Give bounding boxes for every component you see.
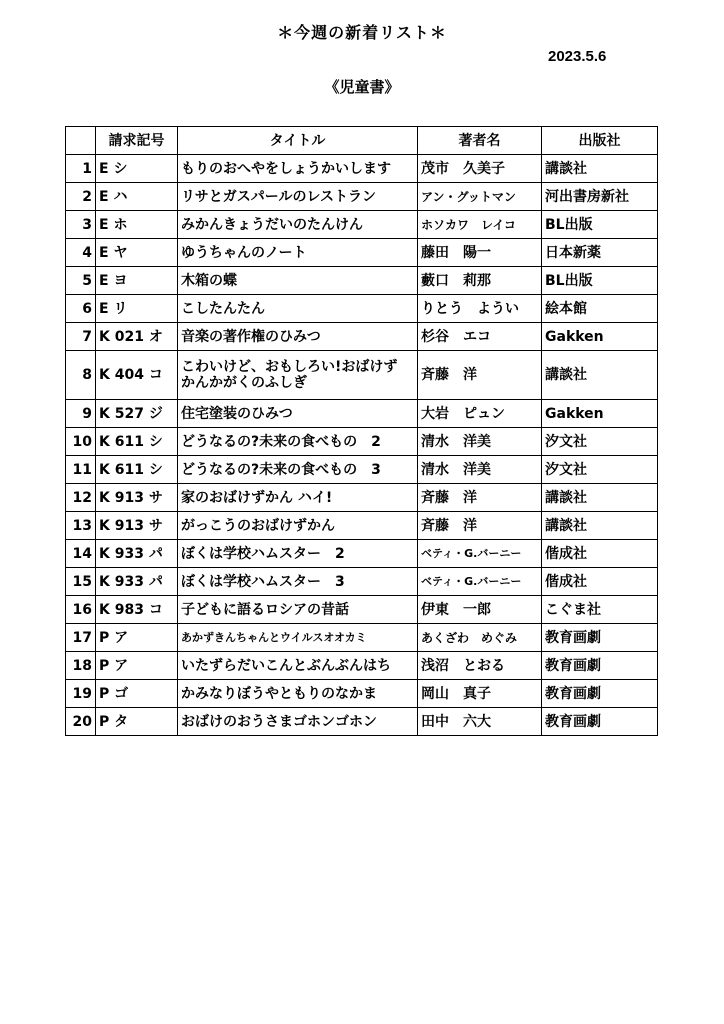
- call-number: E シ: [96, 155, 178, 183]
- book-title: ぼくは学校ハムスター 2: [178, 540, 418, 568]
- row-number: 15: [66, 568, 96, 596]
- call-number: K 983 コ: [96, 596, 178, 624]
- book-title: いたずらだいこんとぶんぶんはち: [178, 652, 418, 680]
- author: 藤田 陽一: [418, 239, 542, 267]
- author: りとう ようい: [418, 295, 542, 323]
- publisher: 偕成社: [542, 568, 658, 596]
- author: 清水 洋美: [418, 428, 542, 456]
- publisher: Gakken: [542, 400, 658, 428]
- call-number: K 611 シ: [96, 428, 178, 456]
- book-title: 住宅塗装のひみつ: [178, 400, 418, 428]
- call-number: K 404 コ: [96, 351, 178, 400]
- publisher: 教育画劇: [542, 624, 658, 652]
- table-row: [66, 400, 658, 428]
- author: 斉藤 洋: [418, 512, 542, 540]
- table-row: [66, 155, 658, 183]
- issue-date: 2023.5.6: [548, 48, 607, 65]
- table-row: [66, 456, 658, 484]
- publisher: こぐま社: [542, 596, 658, 624]
- author: 斉藤 洋: [418, 484, 542, 512]
- publisher: BL出版: [542, 211, 658, 239]
- table-row: [66, 183, 658, 211]
- author: 茂市 久美子: [418, 155, 542, 183]
- table-row: [66, 428, 658, 456]
- row-number: 7: [66, 323, 96, 351]
- book-title: 音楽の著作権のひみつ: [178, 323, 418, 351]
- table-row: [66, 540, 658, 568]
- table-row: [66, 652, 658, 680]
- book-title: 木箱の蝶: [178, 267, 418, 295]
- publisher: 教育画劇: [542, 680, 658, 708]
- author: ホソカワ レイコ: [418, 211, 542, 239]
- author: 杉谷 エコ: [418, 323, 542, 351]
- row-number: 17: [66, 624, 96, 652]
- book-title: ぼくは学校ハムスター 3: [178, 568, 418, 596]
- row-number: 19: [66, 680, 96, 708]
- book-title: かみなりぼうやともりのなかま: [178, 680, 418, 708]
- table-row: [66, 624, 658, 652]
- book-title: こわいけど、おもしろい!おばけず かんかがくのふしぎ: [178, 351, 418, 400]
- row-number: 9: [66, 400, 96, 428]
- call-number: E ヨ: [96, 267, 178, 295]
- publisher: BL出版: [542, 267, 658, 295]
- book-title: こしたんたん: [178, 295, 418, 323]
- publisher: 汐文社: [542, 456, 658, 484]
- table-row: [66, 512, 658, 540]
- table-header-row: [66, 127, 658, 155]
- author: 大岩 ピュン: [418, 400, 542, 428]
- row-number: 20: [66, 708, 96, 736]
- header-title: タイトル: [178, 127, 418, 155]
- author: 清水 洋美: [418, 456, 542, 484]
- table-row: [66, 680, 658, 708]
- book-title: 家のおばけずかん ハイ!: [178, 484, 418, 512]
- table-row: [66, 596, 658, 624]
- row-number: 2: [66, 183, 96, 211]
- call-number: K 021 オ: [96, 323, 178, 351]
- call-number: E ホ: [96, 211, 178, 239]
- table-row: [66, 323, 658, 351]
- publisher: 講談社: [542, 484, 658, 512]
- call-number: K 913 サ: [96, 512, 178, 540]
- author: 田中 六大: [418, 708, 542, 736]
- publisher: 汐文社: [542, 428, 658, 456]
- call-number: E ハ: [96, 183, 178, 211]
- row-number: 16: [66, 596, 96, 624]
- call-number: K 913 サ: [96, 484, 178, 512]
- call-number: K 527 ジ: [96, 400, 178, 428]
- table-row: [66, 484, 658, 512]
- table-row: [66, 267, 658, 295]
- table-row: [66, 295, 658, 323]
- call-number: K 611 シ: [96, 456, 178, 484]
- publisher: 教育画劇: [542, 708, 658, 736]
- publisher: 講談社: [542, 155, 658, 183]
- book-title: リサとガスパールのレストラン: [178, 183, 418, 211]
- row-number: 5: [66, 267, 96, 295]
- call-number: K 933 パ: [96, 568, 178, 596]
- publisher: 講談社: [542, 351, 658, 400]
- row-number: 10: [66, 428, 96, 456]
- header-author: 著者名: [418, 127, 542, 155]
- book-title: みかんきょうだいのたんけん: [178, 211, 418, 239]
- row-number: 6: [66, 295, 96, 323]
- publisher: 教育画劇: [542, 652, 658, 680]
- table-row: [66, 708, 658, 736]
- publisher: Gakken: [542, 323, 658, 351]
- row-number: 11: [66, 456, 96, 484]
- book-title: 子どもに語るロシアの昔話: [178, 596, 418, 624]
- author: 藪口 莉那: [418, 267, 542, 295]
- call-number: P ア: [96, 624, 178, 652]
- row-number: 14: [66, 540, 96, 568]
- table-row: [66, 211, 658, 239]
- author: 斉藤 洋: [418, 351, 542, 400]
- book-title: もりのおへやをしょうかいします: [178, 155, 418, 183]
- section-heading: 《児童書》: [324, 78, 400, 96]
- author: アン・グットマン: [418, 183, 542, 211]
- page-title: ＊今週の新着リスト＊: [277, 23, 447, 42]
- author: あくざわ めぐみ: [418, 624, 542, 652]
- header-number: [66, 127, 96, 155]
- book-title: どうなるの?未来の食べもの 3: [178, 456, 418, 484]
- new-arrivals-table: [65, 126, 658, 736]
- row-number: 1: [66, 155, 96, 183]
- author: ベティ・G.バーニー: [418, 568, 542, 596]
- author: 伊東 一郎: [418, 596, 542, 624]
- row-number: 13: [66, 512, 96, 540]
- row-number: 18: [66, 652, 96, 680]
- row-number: 12: [66, 484, 96, 512]
- row-number: 3: [66, 211, 96, 239]
- book-title: どうなるの?未来の食べもの 2: [178, 428, 418, 456]
- book-title: おばけのおうさまゴホンゴホン: [178, 708, 418, 736]
- book-title: がっこうのおばけずかん: [178, 512, 418, 540]
- table-row: [66, 239, 658, 267]
- header-call-number: 請求記号: [96, 127, 178, 155]
- book-title: あかずきんちゃんとウイルスオオカミ: [178, 624, 418, 652]
- author: 岡山 真子: [418, 680, 542, 708]
- table-row: [66, 351, 658, 400]
- row-number: 4: [66, 239, 96, 267]
- publisher: 河出書房新社: [542, 183, 658, 211]
- publisher: 絵本館: [542, 295, 658, 323]
- call-number: P タ: [96, 708, 178, 736]
- author: 浅沼 とおる: [418, 652, 542, 680]
- row-number: 8: [66, 351, 96, 400]
- call-number: E リ: [96, 295, 178, 323]
- publisher: 日本新薬: [542, 239, 658, 267]
- publisher: 講談社: [542, 512, 658, 540]
- table-row: [66, 568, 658, 596]
- author: ベティ・G.バーニー: [418, 540, 542, 568]
- publisher: 偕成社: [542, 540, 658, 568]
- call-number: P ア: [96, 652, 178, 680]
- call-number: K 933 パ: [96, 540, 178, 568]
- book-title: ゆうちゃんのノート: [178, 239, 418, 267]
- call-number: E ヤ: [96, 239, 178, 267]
- header-publisher: 出版社: [542, 127, 658, 155]
- call-number: P ゴ: [96, 680, 178, 708]
